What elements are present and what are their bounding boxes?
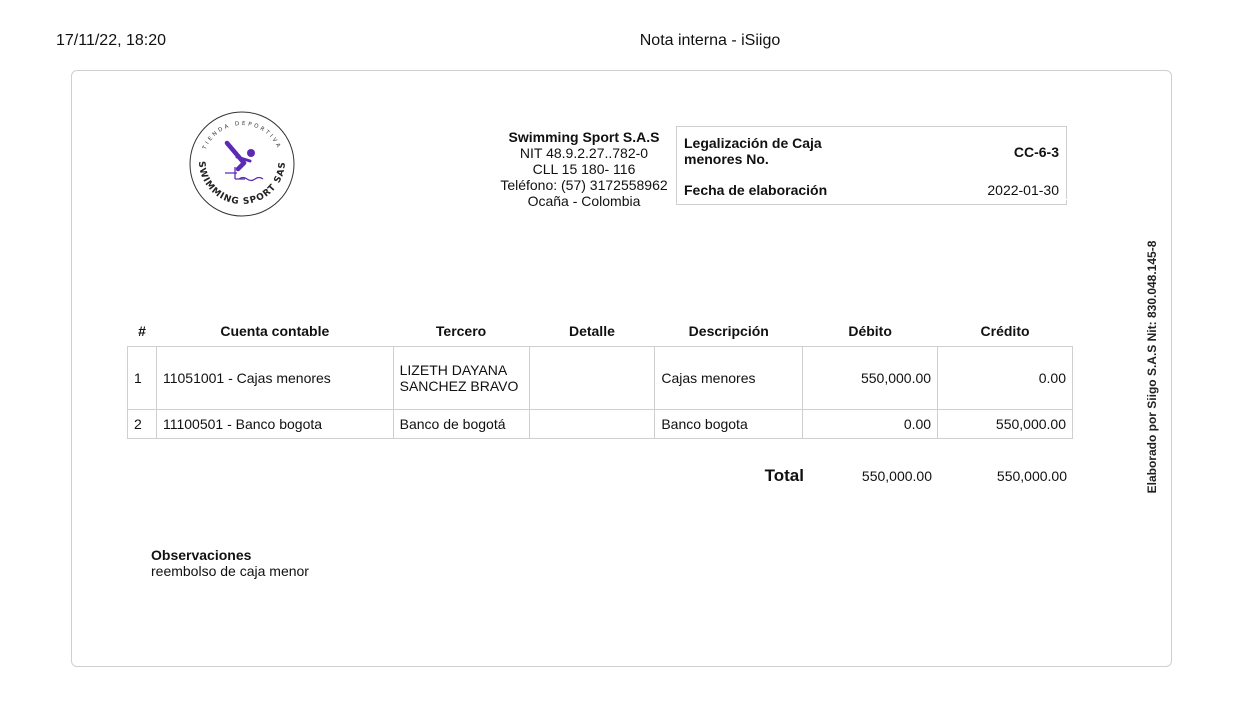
logo-top-text: TIENDA DEPORTIVA (201, 120, 283, 151)
cuenta-contable: 11100501 - Banco bogota (156, 410, 393, 439)
column-header: Débito (848, 323, 892, 339)
row-number: 2 (128, 410, 157, 439)
detalle (529, 347, 655, 410)
observaciones-section (151, 547, 309, 579)
logo-bottom-text: SWIMMING SPORT SAS (195, 160, 289, 208)
total-credito: 550,000.00 (996, 468, 1067, 484)
items-table (127, 316, 1073, 439)
tercero: Banco de bogotá (393, 410, 529, 439)
credito: 0.00 (938, 347, 1073, 410)
observaciones-title: Observaciones (151, 547, 252, 563)
detalle (529, 410, 655, 439)
credito: 550,000.00 (938, 410, 1073, 439)
company-address: CLL 15 180- 116 (532, 161, 636, 177)
swimming-sport-logo (187, 109, 297, 219)
company-phone: Teléfono: (57) 3172558962 (500, 177, 668, 193)
document-date-label: Fecha de elaboración (684, 182, 828, 198)
row-number: 1 (128, 347, 157, 410)
table-header-row (128, 316, 1073, 347)
cuenta-contable: 11051001 - Cajas menores (156, 347, 393, 410)
debito: 0.00 (803, 410, 938, 439)
debito: 550,000.00 (803, 347, 938, 410)
observaciones-text: reembolso de caja menor (151, 563, 309, 579)
page-title: Nota interna - iSiigo (639, 32, 781, 49)
column-header: Crédito (980, 323, 1030, 339)
company-info (486, 129, 682, 209)
column-header: Cuenta contable (220, 323, 330, 339)
column-header: Detalle (568, 323, 615, 339)
side-note: Elaborado por Siigo S.A.S Nit: 830.048.145-8 (1145, 240, 1159, 494)
company-name: Swimming Sport S.A.S (508, 129, 660, 145)
column-header: # (138, 323, 146, 339)
tercero: LIZETH DAYANA SANCHEZ BRAVO (393, 347, 529, 410)
company-nit: NIT 48.9.2.27..782-0 (519, 145, 649, 161)
table-row (128, 347, 1073, 410)
svg-text:TIENDA DEPORTIVA (202, 121, 283, 152)
column-header: Tercero (435, 323, 487, 339)
column-header: Descripción (688, 323, 769, 339)
document-info-box (676, 126, 1067, 205)
document-type-label: Legalización de Caja menores No. (684, 135, 822, 167)
total-label: Total (764, 466, 804, 485)
swimmer-diving-icon (225, 143, 263, 181)
table-row (128, 410, 1073, 439)
company-city: Ocaña - Colombia (527, 193, 641, 209)
descripcion: Banco bogota (655, 410, 803, 439)
document-number: CC-6-3 (1013, 144, 1059, 160)
box-bottom-gap (873, 199, 1067, 200)
total-debito: 550,000.00 (861, 468, 932, 484)
descripcion: Cajas menores (655, 347, 803, 410)
print-datetime: 17/11/22, 18:20 (56, 32, 167, 49)
document-date: 2022-01-30 (987, 182, 1059, 198)
